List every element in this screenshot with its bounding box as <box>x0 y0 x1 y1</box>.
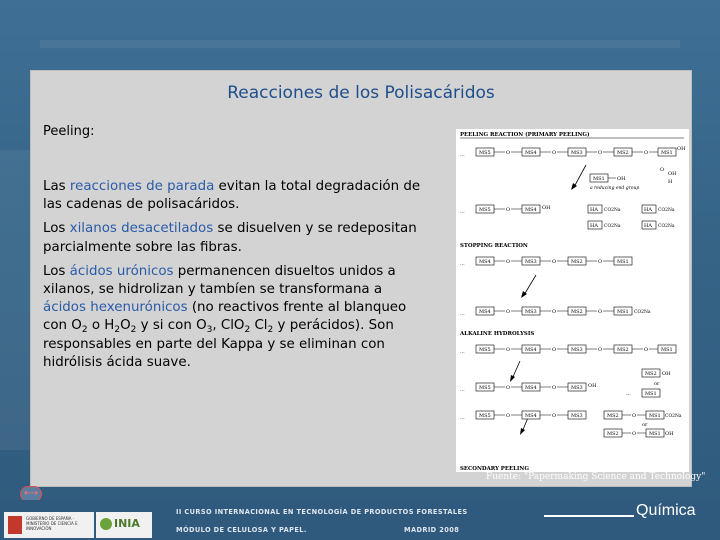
svg-text:...: ... <box>460 152 465 158</box>
svg-text:MS1: MS1 <box>661 347 673 353</box>
arrow-icon <box>510 375 515 382</box>
background-decoration <box>40 40 680 48</box>
svg-text:O: O <box>598 150 603 156</box>
highlight-term: reacciones de parada <box>69 179 215 194</box>
svg-text:MS5: MS5 <box>479 150 491 156</box>
svg-text:MS3: MS3 <box>571 385 583 391</box>
svg-text:HA: HA <box>590 223 598 229</box>
svg-text:...: ... <box>460 311 465 317</box>
svg-text:HA: HA <box>644 207 652 213</box>
chain-row <box>460 146 686 158</box>
inia-logo <box>96 512 152 538</box>
svg-text:MS2: MS2 <box>571 309 583 315</box>
svg-text:O: O <box>644 150 649 156</box>
svg-text:MS4: MS4 <box>525 207 537 213</box>
svg-text:O: O <box>506 309 511 315</box>
svg-text:MS1: MS1 <box>649 413 661 419</box>
svg-text:MS3: MS3 <box>525 259 537 265</box>
course-title: II CURSO INTERNACIONAL EN TECNOLOGÍA DE PRODUCTOS FORESTALES <box>176 508 468 516</box>
svg-text:OH: OH <box>588 383 597 389</box>
svg-text:MS5: MS5 <box>479 385 491 391</box>
svg-text:MS1: MS1 <box>617 259 629 265</box>
reducing-end-group <box>590 167 677 191</box>
svg-text:OH: OH <box>665 431 674 437</box>
coat-of-arms-icon <box>8 516 22 534</box>
svg-text:OH: OH <box>542 205 551 211</box>
svg-text:CO2Na: CO2Na <box>604 208 621 213</box>
highlight-term: ácidos hexenurónicos <box>43 300 188 316</box>
svg-text:MS4: MS4 <box>525 413 537 419</box>
government-logo <box>4 512 94 538</box>
svg-text:MS5: MS5 <box>479 413 491 419</box>
svg-text:O: O <box>632 413 637 419</box>
svg-text:O: O <box>552 413 557 419</box>
svg-text:O: O <box>660 167 665 173</box>
paragraph-stopping: Las reacciones de parada evitan la total degradación de las cadenas de polisacáridos. <box>43 179 421 213</box>
svg-text:O: O <box>598 347 603 353</box>
reaction-diagram <box>456 129 689 472</box>
svg-text:O: O <box>552 347 557 353</box>
svg-text:MS5: MS5 <box>479 347 491 353</box>
svg-text:or: or <box>642 422 648 428</box>
heading-peeling: PEELING REACTION (PRIMARY PEELING) <box>460 132 590 138</box>
highlight-term: ácidos urónicos <box>69 263 174 279</box>
course-module: MÓDULO DE CELULOSA Y PAPEL. <box>176 526 307 534</box>
chain-row <box>460 257 632 267</box>
svg-text:MS2: MS2 <box>617 150 629 156</box>
course-date: MADRID 2008 <box>404 526 460 534</box>
source-citation: Fuente: "Papermaking Science and Technology" <box>486 472 706 482</box>
background-decoration <box>0 150 30 450</box>
svg-text:OH: OH <box>677 146 686 152</box>
svg-text:MS3: MS3 <box>571 347 583 353</box>
svg-text:O: O <box>552 259 557 265</box>
svg-text:O: O <box>506 347 511 353</box>
svg-text:O: O <box>632 431 637 437</box>
svg-text:HA: HA <box>644 223 652 229</box>
svg-text:O: O <box>598 259 603 265</box>
svg-text:MS2: MS2 <box>607 413 619 419</box>
svg-text:MS1: MS1 <box>645 391 657 397</box>
svg-text:...: ... <box>460 209 465 215</box>
svg-text:...: ... <box>626 391 631 397</box>
heading-hydrolysis: ALKALINE HYDROLYSIS <box>460 331 535 337</box>
arrow-icon <box>571 183 577 190</box>
slide-title: Reacciones de los Polisacáridos <box>227 83 495 103</box>
svg-text:MS2: MS2 <box>607 431 619 437</box>
svg-text:O: O <box>552 150 557 156</box>
arrow-icon <box>520 428 525 435</box>
svg-text:O: O <box>506 150 511 156</box>
svg-text:MS1: MS1 <box>649 431 661 437</box>
back-arrow-icon[interactable]: ⟷ <box>20 486 42 502</box>
svg-text:O: O <box>506 259 511 265</box>
svg-text:...: ... <box>460 387 465 393</box>
svg-text:O: O <box>552 385 557 391</box>
svg-text:CO2Na: CO2Na <box>658 224 675 229</box>
svg-text:or: or <box>654 381 660 387</box>
chain-row <box>460 205 675 229</box>
arrow-icon <box>524 275 536 295</box>
svg-text:MS3: MS3 <box>571 150 583 156</box>
section-label: Peeling: <box>43 124 95 139</box>
svg-text:MS4: MS4 <box>479 309 491 315</box>
svg-text:OH: OH <box>668 171 677 177</box>
svg-text:CO2Na: CO2Na <box>658 208 675 213</box>
body-text <box>43 178 428 378</box>
svg-text:MS3: MS3 <box>525 309 537 315</box>
svg-text:MS4: MS4 <box>479 259 491 265</box>
arrow-icon <box>574 165 586 187</box>
inia-text: INIA <box>114 517 140 530</box>
footer <box>0 500 720 540</box>
svg-text:O: O <box>644 347 649 353</box>
svg-text:MS2: MS2 <box>571 259 583 265</box>
heading-secondary: SECONDARY PEELING <box>460 466 529 472</box>
svg-text:CO2Na: CO2Na <box>665 414 682 419</box>
svg-text:HA: HA <box>590 207 598 213</box>
svg-text:MS2: MS2 <box>645 371 657 377</box>
svg-text:MS5: MS5 <box>479 207 491 213</box>
heading-stopping: STOPPING REACTION <box>460 243 528 249</box>
highlight-term: xilanos desacetilados <box>69 221 214 237</box>
svg-text:OH: OH <box>617 176 626 182</box>
diagram-headings <box>459 131 684 472</box>
svg-text:MS1: MS1 <box>661 150 673 156</box>
underline-decoration <box>544 515 634 517</box>
svg-text:CO2Na: CO2Na <box>604 224 621 229</box>
inia-mark-icon <box>100 518 112 530</box>
svg-text:MS4: MS4 <box>525 347 537 353</box>
svg-text:O: O <box>506 207 511 213</box>
svg-text:O: O <box>506 385 511 391</box>
svg-text:MS4: MS4 <box>525 385 537 391</box>
svg-text:MS2: MS2 <box>617 347 629 353</box>
chain-row <box>460 307 651 317</box>
government-text: GOBIERNO DE ESPAÑA · MINISTERIO DE CIENCIA E INNOVACIÓN <box>26 516 78 531</box>
svg-text:CO2Na: CO2Na <box>634 310 651 315</box>
svg-text:OH: OH <box>662 371 671 377</box>
svg-text:MS4: MS4 <box>525 150 537 156</box>
svg-text:O: O <box>552 309 557 315</box>
paragraph-uronic: Los ácidos urónicos permanencen disueltos unidos a xilanos, se hidrolizan y tambíen se transformana a ácidos hexenurónicos (no reactivos frente al blanqueo con $O_2$ o $H_2O_2$ y si con $O_3$, ClO$_2$ $Cl_2$ y perácidos). Son responsables en parte del Kappa y se eliminan con hidrólisis ácida suave. <box>43 263 407 370</box>
content-panel <box>30 70 692 487</box>
svg-text:...: ... <box>460 415 465 421</box>
svg-text:a reducing end group: a reducing end group <box>590 186 640 191</box>
paragraph-xylans: Los xilanos desacetilados se disuelven y se redepositan parcialmente sobre las fibras. <box>43 221 417 255</box>
svg-text:O: O <box>598 309 603 315</box>
svg-text:H: H <box>668 179 673 185</box>
chain-row <box>460 411 682 437</box>
chain-row <box>460 369 671 397</box>
svg-text:MS3: MS3 <box>571 413 583 419</box>
svg-text:MS1: MS1 <box>593 176 605 182</box>
svg-text:...: ... <box>460 261 465 267</box>
chain-row <box>460 345 676 355</box>
svg-text:O: O <box>506 413 511 419</box>
subject-label: Química <box>544 502 696 520</box>
svg-text:MS1: MS1 <box>617 309 629 315</box>
svg-text:...: ... <box>460 349 465 355</box>
